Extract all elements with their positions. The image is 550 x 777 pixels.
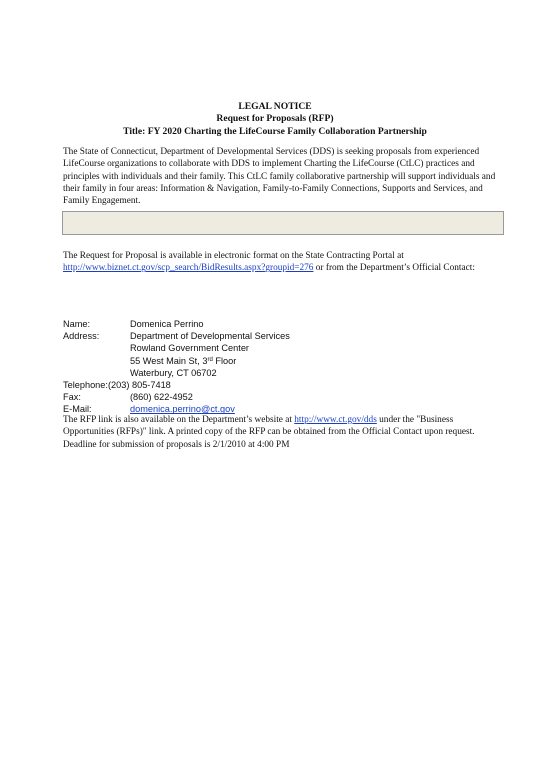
intro-paragraph: The State of Connecticut, Department of Developmental Services (DDS) is seeking proposals from experienced LifeCourse organizations to collaborate with DDS to implement Charting the LifeCourse (CtLC) practices and principles with individuals and their family. This CtLC family collaborative partnership will support individuals and their family in four areas: Information & Navigation, Family-to-Family Connections, Supports and Services, and Family Engagement. bbox=[63, 147, 496, 207]
contact-name: Domenica Perrino bbox=[130, 319, 204, 329]
address-line-4: Waterbury, CT 06702 bbox=[130, 367, 217, 378]
telephone-value: (203) 805-7418 bbox=[107, 380, 171, 391]
telephone-label: Telephone: bbox=[63, 380, 108, 391]
rfp-title: Title: FY 2020 Charting the LifeCourse Family Collaboration Partnership bbox=[123, 125, 427, 137]
contact-address-row bbox=[63, 330, 499, 342]
street-text: 55 West Main St, 3 bbox=[130, 355, 208, 366]
telephone-row bbox=[63, 379, 499, 391]
address-label: Address: bbox=[63, 331, 100, 342]
availability-paragraph bbox=[63, 250, 499, 275]
shaded-box bbox=[62, 211, 504, 235]
notice-title: LEGAL NOTICE bbox=[238, 101, 312, 112]
address-line-2: Rowland Government Center bbox=[130, 343, 249, 354]
fax-row bbox=[63, 391, 499, 403]
address-row-2 bbox=[63, 342, 499, 354]
contact-block bbox=[63, 318, 499, 416]
closing-paragraph bbox=[63, 414, 499, 451]
ordinal-suffix: rd bbox=[207, 356, 213, 363]
closing-text-end: under the "Business Opportunities (RFPs)" link. A printed copy of the RFP can be obtained from the Official Contact upon request. Deadline for submission of proposals is 2/1/2010 at 4:00 PM bbox=[63, 415, 475, 450]
email-link[interactable]: domenica.perrino@ct.gov bbox=[130, 404, 235, 415]
biznet-link[interactable]: http://www.biznet.ct.gov/scp_search/BidResults.aspx?groupid=276 bbox=[63, 263, 314, 274]
address-indent bbox=[63, 342, 130, 354]
name-label: Name: bbox=[63, 319, 91, 329]
notice-subtitle: Request for Proposals (RFP) bbox=[216, 113, 334, 125]
closing-text: The RFP link is also available on the Department’s website at bbox=[63, 415, 295, 425]
address-row-3 bbox=[63, 355, 499, 367]
address-indent bbox=[63, 355, 130, 367]
notice-header bbox=[0, 101, 550, 138]
floor-text: Floor bbox=[212, 355, 237, 366]
contact-name-row bbox=[63, 318, 499, 330]
availability-text-end: or from the Department’s Official Contact: bbox=[313, 263, 475, 274]
address-indent bbox=[63, 367, 130, 379]
address-line-1: Department of Developmental Services bbox=[130, 331, 290, 342]
dds-website-link[interactable]: http://www.ct.gov/dds bbox=[294, 415, 377, 425]
email-label: E-Mail: bbox=[63, 404, 92, 415]
address-row-4 bbox=[63, 367, 499, 379]
fax-value: (860) 622-4952 bbox=[130, 392, 193, 403]
availability-text: The Request for Proposal is available in electronic format on the State Contracting Portal at bbox=[63, 251, 404, 261]
address-line-3 bbox=[130, 355, 499, 367]
fax-label: Fax: bbox=[63, 392, 81, 403]
